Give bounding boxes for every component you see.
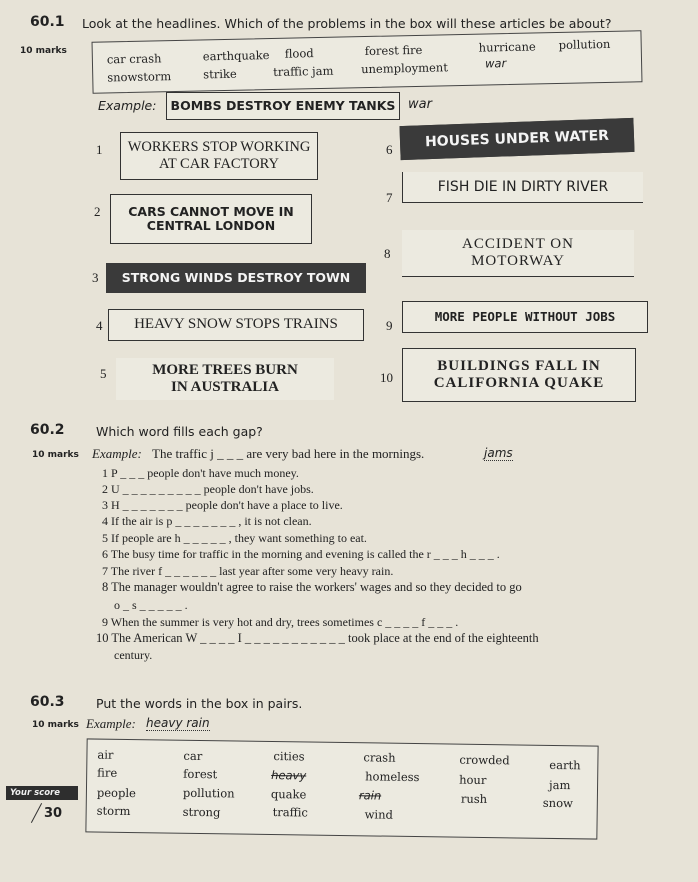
headline-number: 10 xyxy=(380,370,393,385)
headline-number: 3 xyxy=(92,270,99,285)
gap-item: 9 When the summer is very hot and dry, trees sometimes c _ _ _ _ f _ _ _ . xyxy=(102,615,459,629)
section-number-3: 60.3 xyxy=(30,694,65,710)
headline-1: WORKERS STOP WORKING AT CAR FACTORY xyxy=(120,132,318,180)
box-word: earth xyxy=(549,757,581,773)
box-word: people xyxy=(96,785,136,801)
gap-item-continued: o _ s _ _ _ _ _ . xyxy=(114,598,188,612)
gap-item: 8 The manager wouldn't agree to raise the workers' wages and so they decided to go xyxy=(102,580,522,594)
gap-item: 6 The busy time for traffic in the morning and evening is called the r _ _ _ h _ _ _ . xyxy=(102,547,500,561)
headline-number: 5 xyxy=(100,366,107,381)
headline-number: 8 xyxy=(384,246,391,261)
box-word-crossed: heavy xyxy=(271,768,307,783)
score-slash xyxy=(31,803,42,823)
headline-5: MORE TREES BURN IN AUSTRALIA xyxy=(116,358,334,400)
example-answer-2: jams xyxy=(484,446,513,460)
headline-number: 1 xyxy=(96,142,103,157)
box-word: homeless xyxy=(365,769,420,785)
box-word: strike xyxy=(203,66,237,82)
section-marks-2: 10 marks xyxy=(32,450,79,460)
section-marks-3: 10 marks xyxy=(32,720,79,730)
headline-number: 9 xyxy=(386,318,393,333)
example-answer-1: war xyxy=(408,97,432,112)
section-instruction-3: Put the words in the box in pairs. xyxy=(96,696,303,711)
box-word: traffic xyxy=(272,805,309,820)
headline-7: FISH DIE IN DIRTY RIVER xyxy=(402,172,643,203)
box-word: strong xyxy=(182,804,221,820)
example-answer-3: heavy rain xyxy=(146,716,210,730)
box-word: unemployment xyxy=(361,60,449,77)
box-word: hurricane xyxy=(478,39,536,55)
score-label: Your score xyxy=(6,786,78,800)
box-word: wind xyxy=(364,807,394,822)
headline-number: 6 xyxy=(386,142,393,157)
gap-item-continued: century. xyxy=(114,648,153,662)
section-number-1: 60.1 xyxy=(30,14,65,30)
box-word: traffic jam xyxy=(273,63,334,79)
headline-number: 4 xyxy=(96,318,103,333)
gap-item: 4 If the air is p _ _ _ _ _ _ _ , it is not clean. xyxy=(102,514,312,528)
section-instruction-2: Which word fills each gap? xyxy=(96,424,263,439)
box-word: hour xyxy=(459,772,487,788)
section-marks-1: 10 marks xyxy=(20,46,67,56)
box-word: car crash xyxy=(106,51,162,67)
box-word: flood xyxy=(284,46,314,61)
box-word: quake xyxy=(270,787,307,802)
example-headline: BOMBS DESTROY ENEMY TANKS xyxy=(166,92,400,120)
headline-3: STRONG WINDS DESTROY TOWN xyxy=(106,263,366,293)
box-word: crash xyxy=(363,750,396,765)
box-word: pollution xyxy=(182,785,235,801)
box-word: rush xyxy=(460,791,488,807)
gap-item: 1 P _ _ _ people don't have much money. xyxy=(102,466,299,480)
box-word: crowded xyxy=(459,752,510,768)
box-word: jam xyxy=(548,777,571,793)
headline-2: CARS CANNOT MOVE IN CENTRAL LONDON xyxy=(110,194,312,244)
gap-item: 7 The river f _ _ _ _ _ _ last year after some very heavy rain. xyxy=(102,564,394,578)
box-word-handwritten: war xyxy=(484,56,507,71)
headline-number: 2 xyxy=(94,204,101,219)
box-word: snow xyxy=(542,795,573,811)
box-word: fire xyxy=(97,765,118,780)
score-total: 30 xyxy=(44,806,63,821)
box-word: car xyxy=(183,748,203,764)
section-number-2: 60.2 xyxy=(30,422,65,438)
box-word: forest fire xyxy=(364,42,423,59)
box-word: earthquake xyxy=(202,48,270,64)
box-word: air xyxy=(97,747,114,762)
headline-6: HOUSES UNDER WATER xyxy=(399,118,634,160)
word-box-3 xyxy=(85,738,598,839)
headline-8: ACCIDENT ON MOTORWAY xyxy=(402,230,634,277)
section-instruction-1: Look at the headlines. Which of the problems in the box will these articles be about? xyxy=(82,16,612,31)
box-word-crossed: rain xyxy=(358,788,382,803)
example-label-2: Example: xyxy=(92,446,142,461)
gap-item: 5 If people are h _ _ _ _ _ , they want something to eat. xyxy=(102,531,367,545)
headline-10: BUILDINGS FALL IN CALIFORNIA QUAKE xyxy=(402,348,636,402)
word-box-1 xyxy=(92,30,643,94)
box-word: snowstorm xyxy=(107,69,172,85)
box-word: pollution xyxy=(558,36,611,52)
gap-item: 2 U _ _ _ _ _ _ _ _ _ people don't have jobs. xyxy=(102,482,314,496)
box-word: cities xyxy=(273,749,305,764)
example-label-1: Example: xyxy=(98,98,157,113)
headline-number: 7 xyxy=(386,190,393,205)
headline-9: MORE PEOPLE WITHOUT JOBS xyxy=(402,301,648,333)
gap-item: 10 The American W _ _ _ _ I _ _ _ _ _ _ _ _ _ _ _ took place at the end of the eighteenth xyxy=(96,631,539,645)
example-label-3: Example: xyxy=(86,716,136,731)
box-word: storm xyxy=(96,803,131,819)
headline-4: HEAVY SNOW STOPS TRAINS xyxy=(108,309,364,341)
example-sentence-2: The traffic j _ _ _ are very bad here in the mornings. xyxy=(152,446,425,461)
gap-item: 3 H _ _ _ _ _ _ _ people don't have a place to live. xyxy=(102,498,343,512)
box-word: forest xyxy=(183,766,218,782)
